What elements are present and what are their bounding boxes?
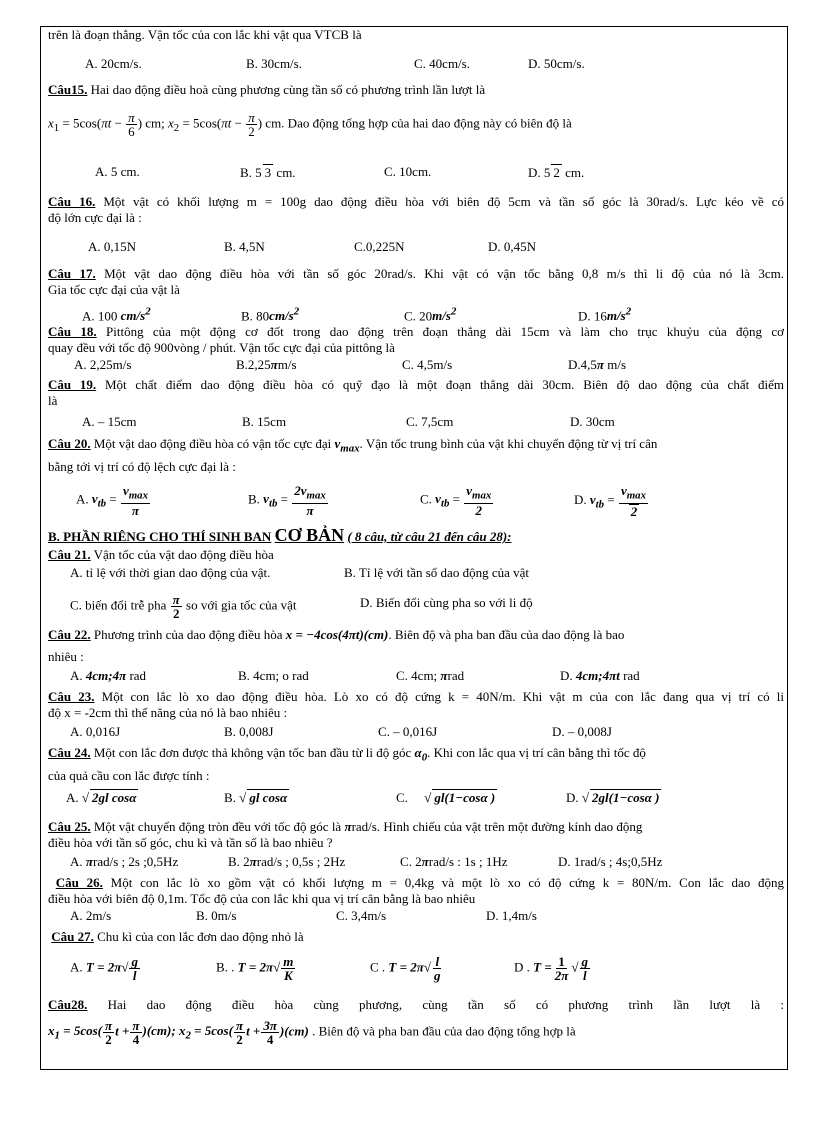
q27-opt-c: C . T = 2π√ $\frac{l}{g}$	[370, 954, 441, 983]
q25-stem-2: điều hòa với tần số góc, chu kì và tần số là bao nhiêu ?	[48, 835, 333, 850]
q20-opt-b: B. $v_{tb}$ = $\frac{2v_{max}}{\pi}$	[248, 483, 326, 518]
q14-tail: trên là đoạn thẳng. Vận tốc của con lắc khi vật qua VTCB là	[48, 27, 362, 42]
q23-stem: Câu 23. Một con lắc lò xo dao động điều hòa. Lò xo có độ cứng k = 40N/m. Khi vật m của con lắc đang qua vị trí có li	[48, 689, 784, 704]
q24-opt-c: C. √ gl(1−cosα )	[396, 790, 496, 805]
q20-opt-d: D. $v_{tb}$ = $\frac{v_{max}}{2}$	[574, 483, 646, 519]
q22-opt-d: D. 4cm;4πt rad	[560, 668, 640, 683]
q28-stem: Câu28. Hai dao động điều hòa cùng phương, cùng tần số có phương trình lần lượt là :	[48, 997, 785, 1012]
q19-stem: Câu 19. Một chất điểm dao động điều hòa có quỹ đạo là một đoạn thẳng dài 30cm. Biên độ dao động của chất điểm	[48, 377, 785, 392]
q24-opt-d: D. √ 2gl(1−cosα )	[566, 790, 660, 805]
q26-opt-b: B. 0m/s	[196, 908, 237, 923]
q18-opt-a: A. 2,25m/s	[74, 357, 132, 372]
q26-stem: Câu 26. Một con lắc lò xo gồm vật có khối lượng m = 0,4kg và một lò xo có độ cứng k = 80N/m. Con lắc dao động	[55, 875, 785, 890]
q22-opt-b: B. 4cm; o rad	[238, 668, 309, 683]
q15-opt-d: D. 5 2 cm.	[528, 165, 585, 180]
q22-opt-a: A. 4cm;4π rad	[70, 668, 147, 683]
q16-opt-d: D. 0,45N	[488, 239, 537, 254]
q17-opt-c: C. $20m/s^2$	[404, 306, 457, 324]
q17-opt-d: D. $16m/s^2$	[578, 306, 632, 324]
q20-stem-2: bằng tới vị trí có độ lệch cực đại là :	[48, 459, 236, 474]
q25-opt-b: B. 2πrad/s ; 0,5s ; 2Hz	[228, 854, 346, 869]
q25-opt-c: C. 2πrad/s : 1s ; 1Hz	[400, 854, 508, 869]
q22-stem: Câu 22. Phương trình của dao động điều hòa x = −4cos(4πt)(cm). Biên độ và pha ban đầu của dao động là bao	[48, 627, 625, 642]
q14-opt-c: C. 40cm/s.	[414, 56, 470, 71]
q28-equations: $x_1 = 5\cos$( $\frac{\pi}{2}$ t + $\frac{\pi}{4}$ )(cm); $x_2 = 5\cos$( $\frac{\pi}{2}$ t + $\frac{3\pi}{4}$ )(cm) . Biên độ và pha ban đầu của dao động tổng hợp là	[48, 1018, 576, 1047]
q15-opt-b: B. 5 3 cm.	[240, 165, 296, 180]
q19-opt-d: D. 30cm	[570, 414, 615, 429]
q22-stem-2: nhiêu :	[48, 649, 84, 664]
q15-stem	[48, 82, 485, 98]
q18-stem-2: quay đều với tốc độ 900vòng / phút. Vận tốc cực đại của pittông là	[48, 340, 395, 355]
q24-opt-a: A. √ 2gl cosα	[66, 790, 137, 805]
q21-opt-c: C. biến đổi trễ pha $\frac{\pi}{2}$ so với gia tốc của vật	[70, 592, 297, 621]
q27-opt-d: D . T = $\frac{1}{2\pi}$ √ $\frac{g}{l}$	[514, 954, 588, 983]
q23-opt-d: D. – 0,008J	[552, 724, 612, 739]
q16-opt-b: B. 4,5N	[224, 239, 265, 254]
q22-opt-c: C. 4cm; πrad	[396, 668, 465, 683]
q14-opt-a: A. 20cm/s.	[85, 56, 142, 71]
q21-stem: Câu 21. Vận tốc của vật dao động điều hòa	[48, 547, 274, 562]
q19-opt-a: A. – 15cm	[82, 414, 137, 429]
q23-stem-2: độ x = -2cm thì thế năng của nó là bao nhiêu :	[48, 705, 288, 720]
q26-opt-a: A. 2m/s	[70, 908, 112, 923]
q23-opt-a: A. 0,016J	[70, 724, 121, 739]
q18-opt-d: D.4,5π m/s	[568, 357, 627, 372]
q17-opt-a: A. 100 $cm/s^2$	[82, 306, 151, 324]
q16-stem-2: độ lớn cực đại là :	[48, 210, 142, 225]
q19-opt-c: C. 7,5cm	[406, 414, 454, 429]
q18-stem: Câu 18. Pittông của một động cơ đốt trong dao động trên đoạn thẳng dài 15cm và làm cho trục khuỷu của động cơ	[48, 324, 785, 339]
q27-opt-a: A. T = 2π√ $\frac{g}{l}$	[70, 954, 138, 983]
q23-opt-c: C. – 0,016J	[378, 724, 438, 739]
q14-opt-d: D. 50cm/s.	[528, 56, 585, 71]
q27-stem: Câu 27. Chu kì của con lắc đơn dao động nhỏ là	[51, 929, 304, 944]
q16-opt-c: C.0,225N	[354, 239, 405, 254]
q25-opt-d: D. 1rad/s ; 4s;0,5Hz	[558, 854, 663, 869]
q15-opt-c: C. 10cm.	[384, 164, 432, 179]
q25-stem: Câu 25. Một vật chuyển động tròn đều với tốc độ góc là πrad/s. Hình chiếu của vật trên một đường kính dao động	[48, 819, 643, 834]
q26-opt-c: C. 3,4m/s	[336, 908, 387, 923]
q18-opt-c: C. 4,5m/s	[402, 357, 453, 372]
q20-stem: Câu 20. Một vật dao động điều hòa có vận tốc cực đại $v_{max}$. Vận tốc trung bình của vật khi chuyển động từ vị trí cân	[48, 436, 658, 455]
q14-opt-b: B. 30cm/s.	[246, 56, 302, 71]
q19-opt-b: B. 15cm	[242, 414, 287, 429]
q19-stem-2: là	[48, 393, 58, 408]
q21-opt-d: D. Biến đổi cùng pha so với li độ	[360, 595, 533, 610]
q25-opt-a: A. πrad/s ; 2s ;0,5Hz	[70, 854, 179, 869]
q17-stem-2: Gia tốc cực đại của vật là	[48, 282, 180, 297]
q17-stem: Câu 17. Một vật dao động điều hòa với tần số góc 20rad/s. Khi vật có vận tốc bằng 0,8 m/s thì li độ của nó là 3cm.	[48, 266, 784, 281]
q24-stem-2: của quả cầu con lắc được tính :	[48, 768, 210, 783]
q16-opt-a: A. 0,15N	[88, 239, 137, 254]
q15-eq-tail: cm. Dao động tổng hợp của hai dao động này có biên độ là	[265, 115, 572, 131]
q15-equations: $x_1 = 5\cos(\pi t$ − $\frac{\pi}{6}$ ) cm; $x_2 = 5\cos(\pi t$ − $\frac{\pi}{2}$ ) cm. Dao động tổng hợp của hai dao động này có biên độ là	[48, 110, 572, 139]
q24-opt-b: B. √ gl cosα	[224, 790, 288, 805]
q23-opt-b: B. 0,008J	[224, 724, 274, 739]
q24-stem: Câu 24. Một con lắc đơn được thả không vận tốc ban đầu từ li độ góc $\alpha_0$. Khi con lắc qua vị trí cân bằng thì tốc độ	[48, 745, 646, 764]
q26-opt-d: D. 1,4m/s	[486, 908, 537, 923]
q26-stem-2: điều hòa với biên độ 0,1m. Tốc độ của con lắc khi qua vị trí cân bằng là bao nhiêu	[48, 891, 476, 906]
q20-opt-c: C. $v_{tb}$ = $\frac{v_{max}}{2}$	[420, 483, 492, 518]
q21-opt-b: B. Tỉ lệ với tần số dao động của vật	[344, 565, 529, 580]
section-b-heading: B. PHẦN RIÊNG CHO THÍ SINH BAN CƠ BẢN ( 8 câu, từ câu 21 đến câu 28):	[48, 525, 512, 545]
q21-opt-a: A. tỉ lệ với thời gian dao động của vật.	[70, 565, 271, 580]
q17-opt-b: B. $80cm/s^2$	[241, 306, 300, 324]
q20-opt-a: A. $v_{tb}$ = $\frac{v_{max}}{\pi}$	[76, 483, 148, 518]
q15-label: Câu15.	[48, 82, 88, 97]
q18-opt-b: B.2,25πm/s	[236, 357, 297, 372]
q15-text: Hai dao động điều hoà cùng phương cùng tần số có phương trình lần lượt là	[90, 82, 486, 97]
q16-stem: Câu 16. Một vật có khối lượng m = 100g dao động điều hòa với biên độ 5cm và tần số góc là 30rad/s. Lực kéo về có	[48, 194, 784, 209]
q15-opt-a: A. 5 cm.	[95, 164, 140, 179]
q27-opt-b: B. . T = 2π√ $\frac{m}{K}$	[216, 954, 294, 983]
